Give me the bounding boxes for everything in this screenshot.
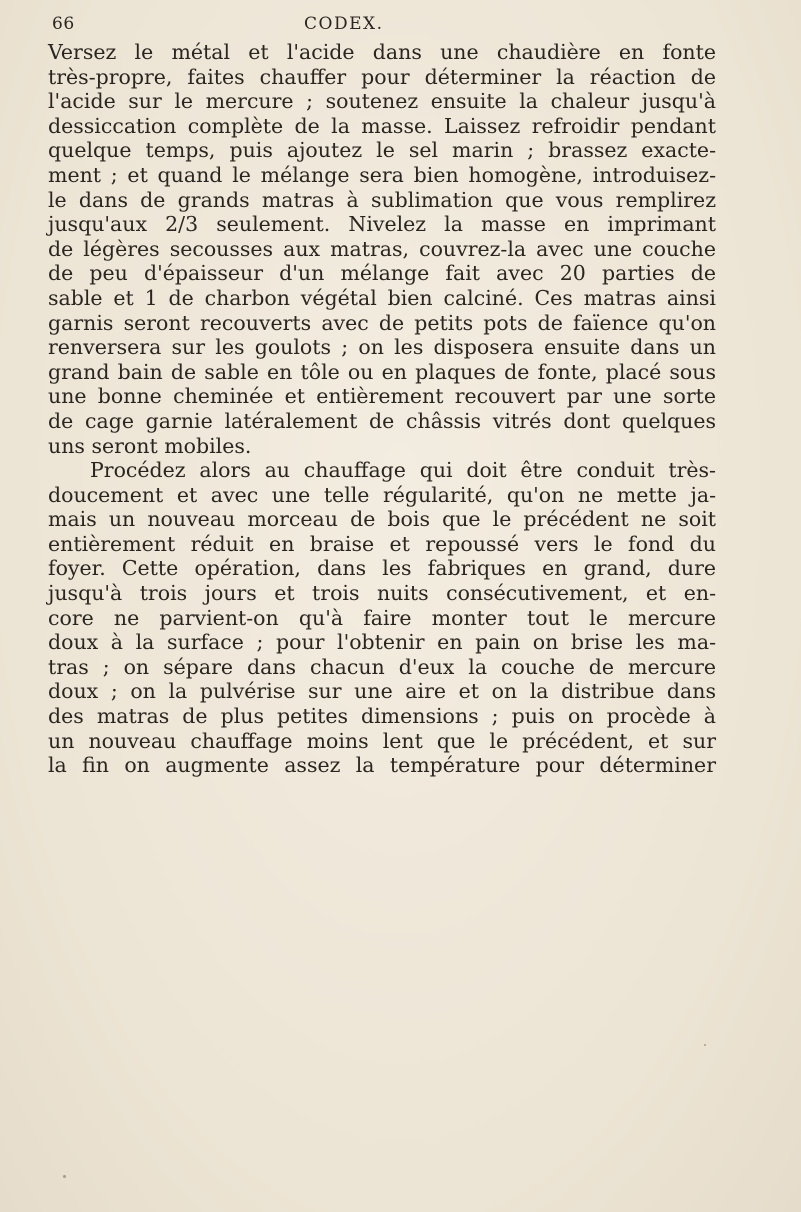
text-line: un nouveau chauffage moins lent que le précédent, et sur [48,728,716,753]
text-line: très-propre, faites chauffer pour déterminer la réaction de [48,64,716,89]
text-line: de légères secousses aux matras, couvrez-la avec une couche [48,236,716,261]
text-line: de peu d'épaisseur d'un mélange fait avec 20 parties de [48,261,716,286]
text-line: core ne parvient-on qu'à faire monter tout le mercure [48,605,716,630]
body-text [48,40,716,778]
text-line: entièrement réduit en braise et repoussé vers le fond du [48,531,716,556]
running-head: CODEX. [304,14,384,34]
text-line: de cage garnie latéralement de châssis vitrés dont quelques [48,408,716,433]
text-line: doux à la surface ; pour l'obtenir en pain on brise les ma- [48,630,716,655]
paper-speck [704,1044,706,1046]
text-line: uns seront mobiles. [48,433,252,458]
paper-speck [63,1175,66,1178]
text-line: mais un nouveau morceau de bois que le précédent ne soit [48,507,716,532]
text-line: l'acide sur le mercure ; soutenez ensuite la chaleur jusqu'à [48,89,716,114]
text-line: garnis seront recouverts avec de petits pots de faïence qu'on [48,310,716,335]
text-line: ment ; et quand le mélange sera bien homogène, introduisez- [48,162,716,187]
page-header [52,14,712,36]
text-line: une bonne cheminée et entièrement recouvert par une sorte [48,384,716,409]
text-line: Procédez alors au chauffage qui doit être conduit très- [90,458,716,483]
text-line: doux ; on la pulvérise sur une aire et on la distribue dans [48,679,716,704]
text-line: foyer. Cette opération, dans les fabriques en grand, dure [48,556,716,581]
text-line: des matras de plus petites dimensions ; puis on procède à [48,704,716,729]
text-line: grand bain de sable en tôle ou en plaques de fonte, placé sous [48,359,716,384]
text-line: doucement et avec une telle régularité, qu'on ne mette ja- [48,482,716,507]
text-line: dessiccation complète de la masse. Laissez refroidir pendant [48,113,716,138]
text-line: tras ; on sépare dans chacun d'eux la couche de mercure [48,654,716,679]
text-line: renversera sur les goulots ; on les disposera ensuite dans un [48,335,716,360]
text-line: Versez le métal et l'acide dans une chaudière en fonte [48,40,716,64]
text-line: jusqu'aux 2/3 seulement. Nivelez la masse en imprimant [48,212,716,237]
page-number: 66 [52,14,75,34]
text-line: sable et 1 de charbon végétal bien calciné. Ces matras ainsi [48,285,716,310]
text-line: jusqu'à trois jours et trois nuits consécutivement, et en- [48,581,716,606]
text-line: la fin on augmente assez la température pour déterminer [48,753,716,778]
text-line: quelque temps, puis ajoutez le sel marin ; brassez exacte- [48,138,716,163]
text-line: le dans de grands matras à sublimation que vous remplirez [48,187,716,212]
